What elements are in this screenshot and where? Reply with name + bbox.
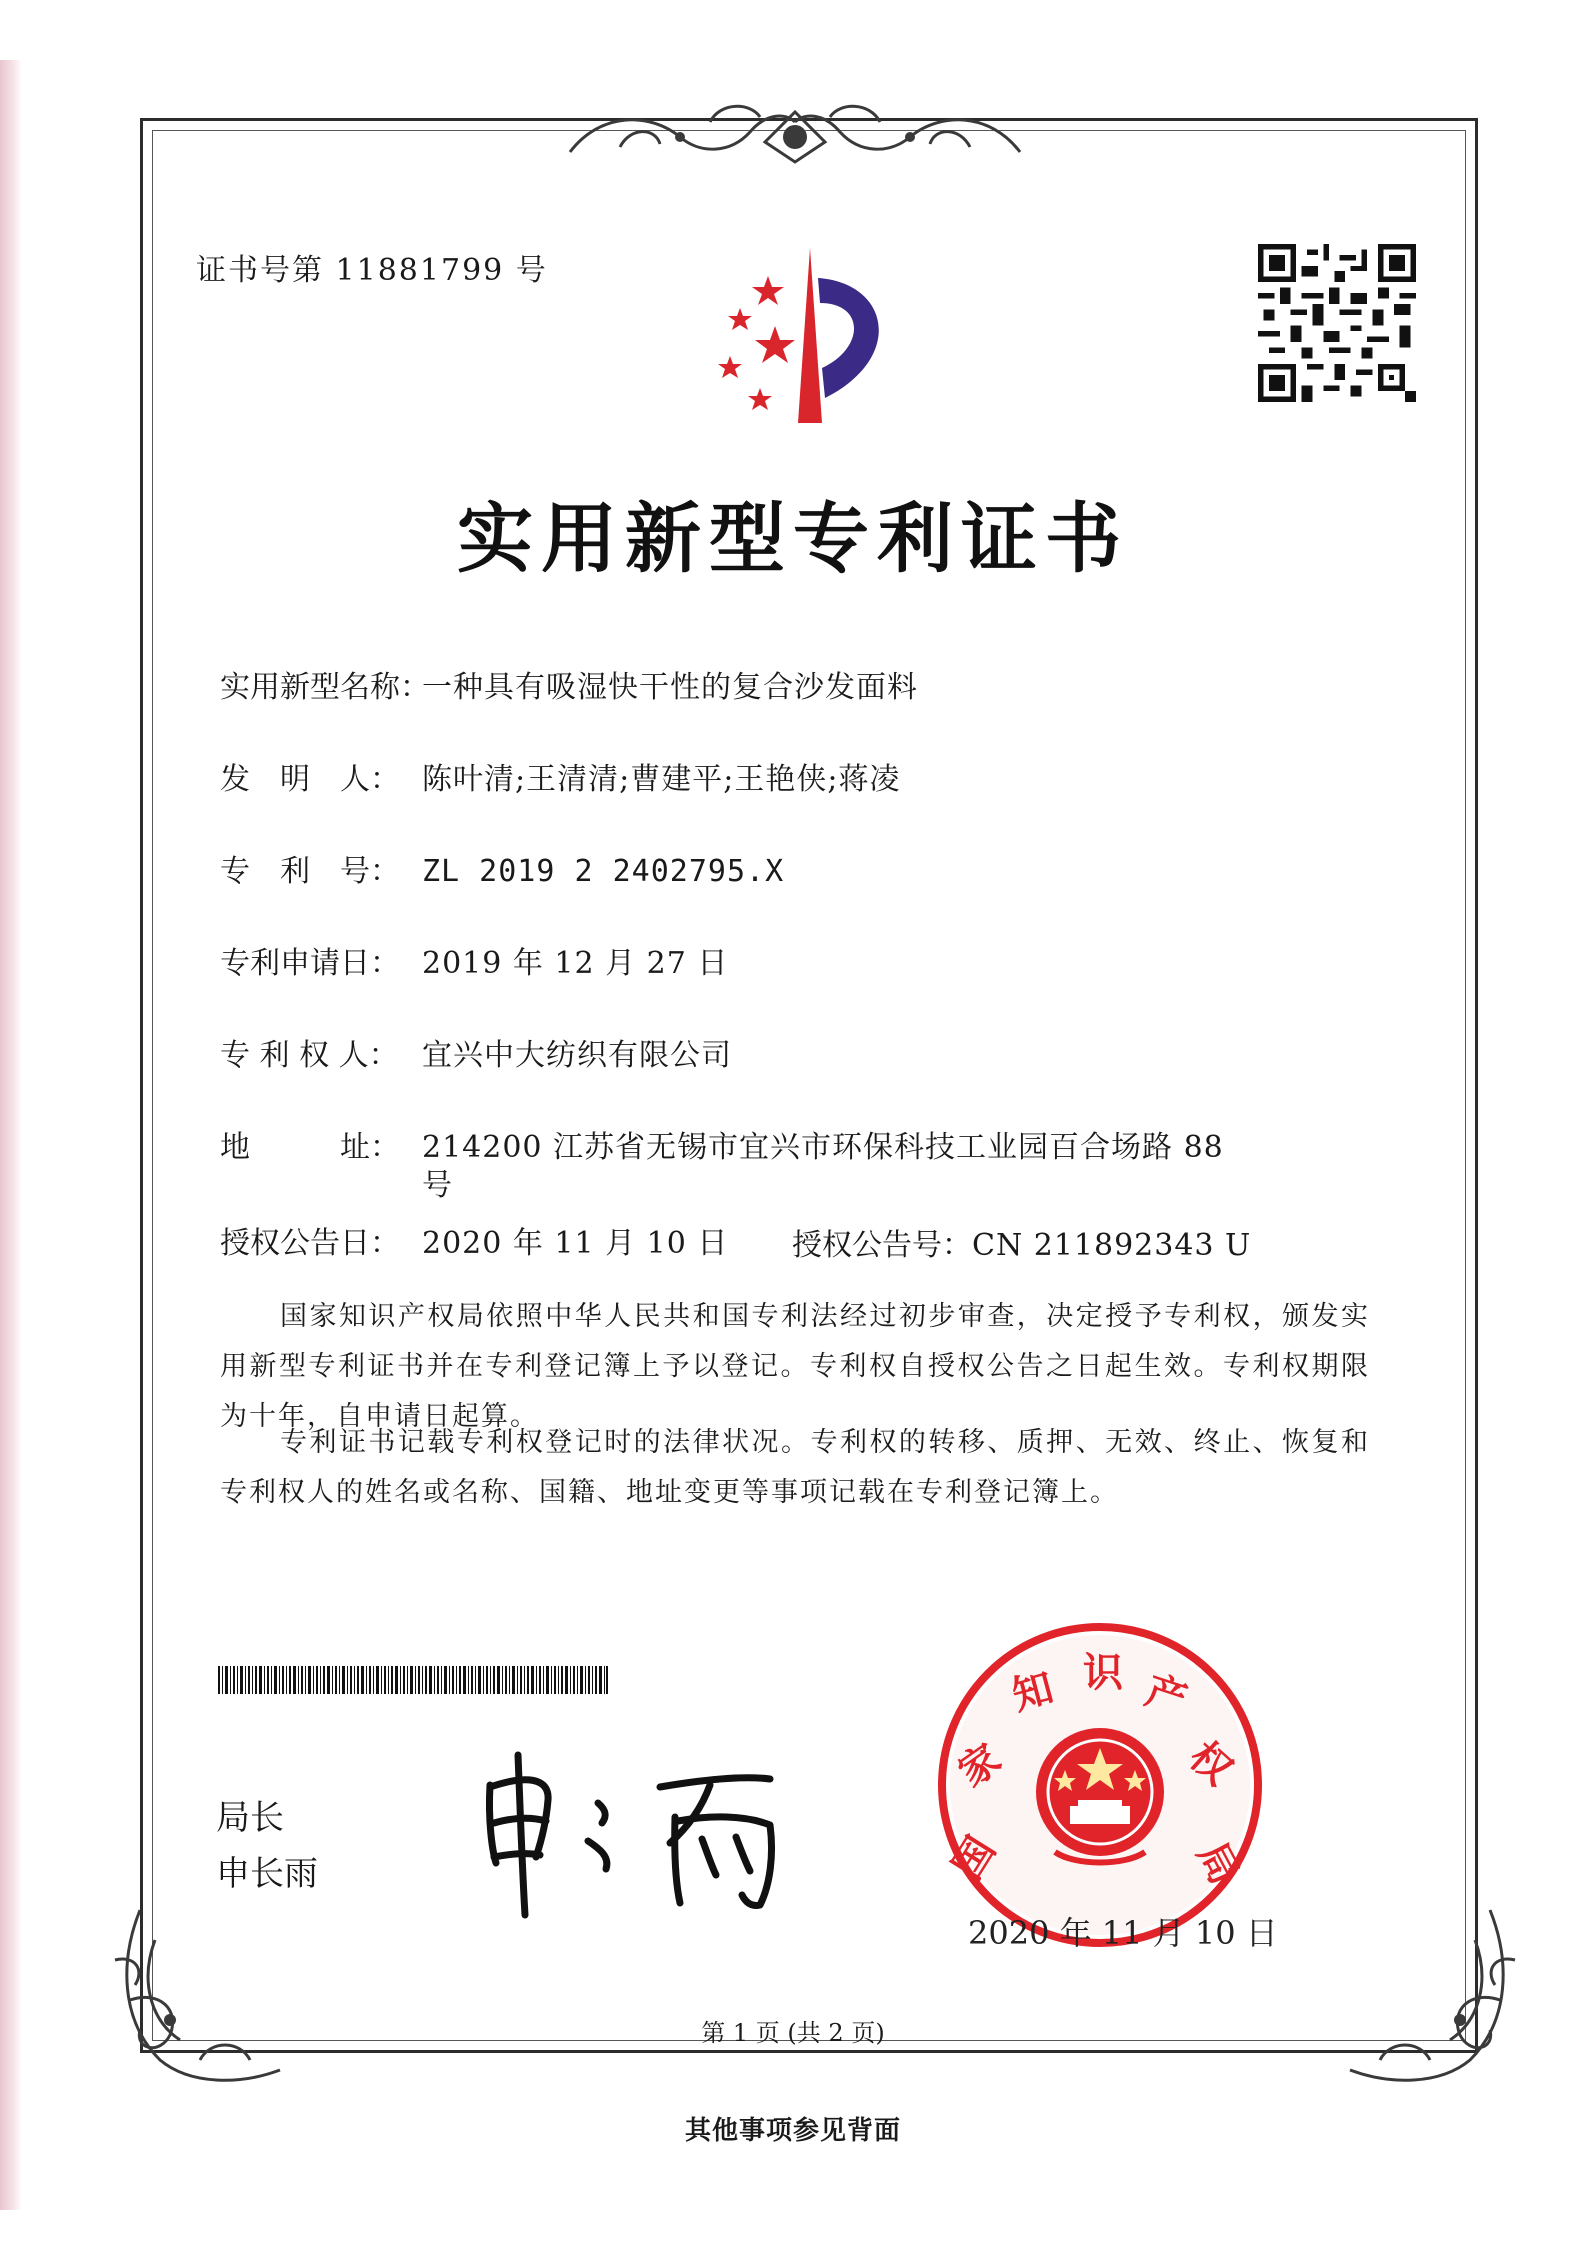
field-value: ZL 2019 2 2402795.X (422, 854, 785, 889)
field-patent-number (220, 846, 784, 890)
field-value: 214200 江苏省无锡市宜兴市环保科技工业园百合场路 88 (422, 1130, 1224, 1165)
certificate-number-suffix: 号 (515, 253, 548, 288)
field-address (220, 1122, 1224, 1166)
field-label: 专 利 号： (220, 854, 400, 889)
svg-text:权: 权 (1180, 1733, 1241, 1795)
field-value: 2020 年 11 月 10 日 (422, 1226, 729, 1261)
field-application-date (220, 938, 728, 982)
field-label: 专 利 权 人： (220, 1038, 399, 1073)
field-label: 专利申请日： (220, 946, 400, 981)
bottom-left-ornament-icon (100, 1900, 330, 2090)
top-ornament-icon (560, 92, 1030, 172)
handwritten-signature-icon (470, 1745, 800, 1920)
field-value: 陈叶清;王清清;曹建平;王艳侠;蒋凌 (422, 762, 901, 797)
field-address-line2: 号 (422, 1168, 452, 1203)
field-label: 地 址： (220, 1130, 400, 1165)
barcode-icon (218, 1666, 608, 1694)
official-seal-icon (935, 1620, 1265, 1950)
qr-code-icon (1258, 244, 1416, 402)
field-value: CN 211892343 U (972, 1228, 1252, 1263)
signatory-name: 申长雨 (216, 1854, 318, 1894)
cnipa-logo-icon (690, 248, 920, 428)
certificate-title: 实用新型专利证书 (457, 494, 1129, 583)
svg-text:家: 家 (950, 1735, 1010, 1797)
field-inventor (220, 754, 900, 798)
svg-text:产: 产 (1139, 1667, 1193, 1724)
field-patentee (220, 1030, 732, 1074)
seal-date: 2020 年 11 月 10 日 (968, 1914, 1278, 1952)
field-grant-number (792, 1220, 1251, 1264)
field-value: 宜兴中大纺织有限公司 (422, 1038, 732, 1073)
page-edge-tint (0, 60, 22, 2210)
bottom-right-ornament-icon (1300, 1900, 1530, 2090)
body-paragraph-2: 专利证书记载专利权登记时的法律状况。专利权的转移、质押、无效、终止、恢复和专利权人的姓名或名称、国籍、地址变更等事项记载在专利登记簿上。 (220, 1427, 1370, 1508)
svg-text:局: 局 (1188, 1835, 1248, 1893)
svg-text:识: 识 (1083, 1650, 1123, 1696)
field-label: 授权公告号： (792, 1228, 972, 1263)
field-value: 一种具有吸湿快干性的复合沙发面料 (422, 670, 918, 705)
page-number: 第 1 页 (共 2 页) (701, 2019, 885, 2047)
field-label: 实用新型名称： (220, 670, 430, 705)
svg-text:国: 国 (944, 1829, 1005, 1888)
body-paragraph-1: 国家知识产权局依照中华人民共和国专利法经过初步审查，决定授予专利权，颁发实用新型专利证书并在专利登记簿上予以登记。专利权自授权公告之日起生效。专利权期限为十年，自申请日起算。 (220, 1301, 1370, 1432)
field-value: 2019 年 12 月 27 日 (422, 946, 729, 981)
certificate-number-value: 11881799 (335, 253, 505, 288)
certificate-number-label: 证书号第 (196, 253, 324, 288)
svg-text:知: 知 (1007, 1664, 1059, 1720)
field-label: 授权公告日： (220, 1226, 400, 1261)
footer-note: 其他事项参见背面 (684, 2116, 901, 2146)
field-utility-model-name (220, 662, 918, 706)
field-label: 发 明 人： (220, 762, 400, 797)
field-grant-date (220, 1218, 728, 1262)
signatory-title: 局长 (216, 1798, 284, 1838)
certificate-number (196, 245, 548, 289)
